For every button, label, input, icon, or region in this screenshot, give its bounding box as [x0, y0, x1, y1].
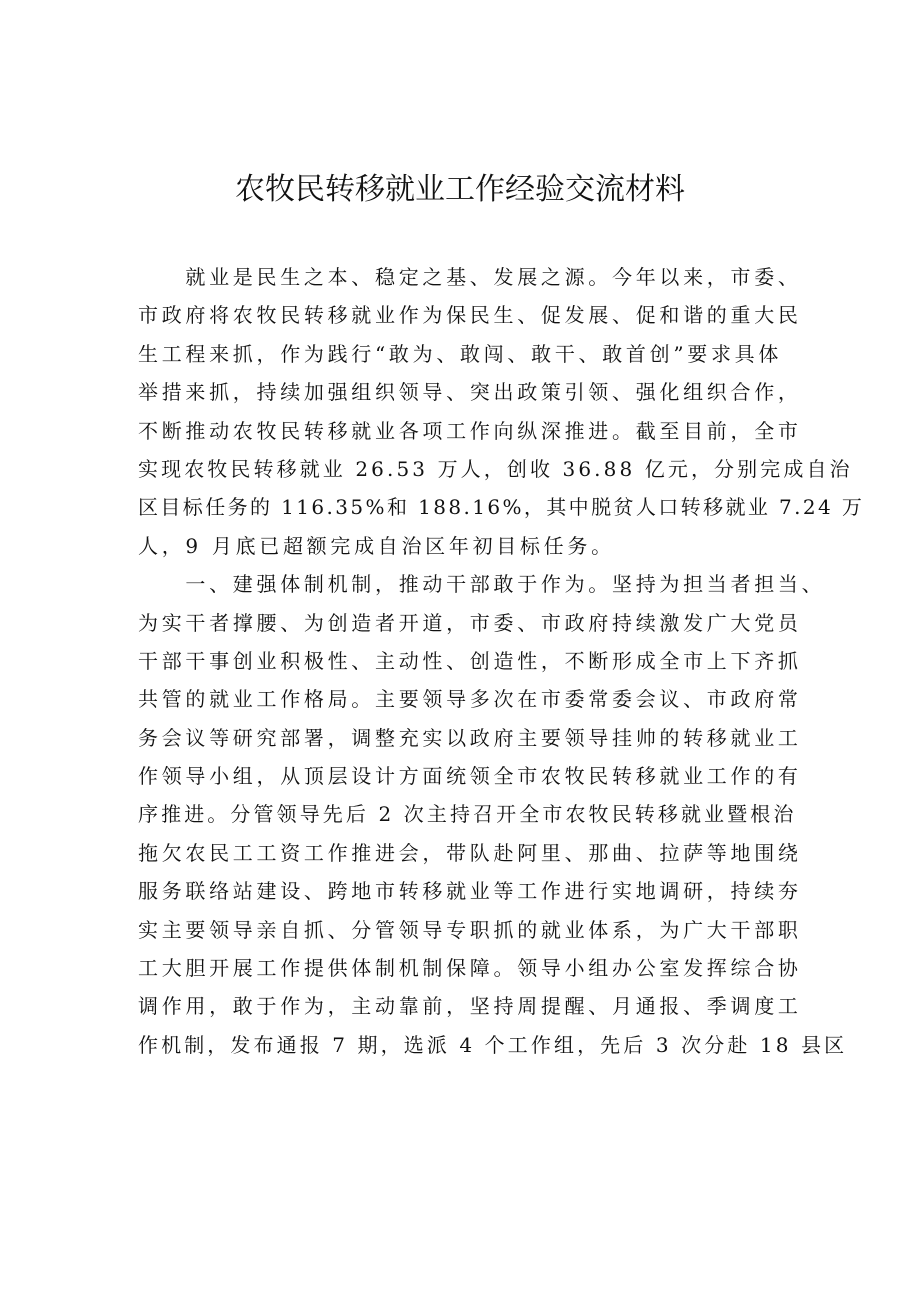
body-line: 市政府将农牧民转移就业作为保民生、促发展、促和谐的重大民	[138, 303, 802, 328]
body-line: 序推进。分管领导先后 2 次主持召开全市农牧民转移就业暨根治	[138, 802, 797, 827]
body-line: 拖欠农民工工资工作推进会，带队赴阿里、那曲、拉萨等地围绕	[138, 840, 802, 865]
document-body	[138, 258, 865, 1064]
body-line: 工大胆开展工作提供体制机制保障。领导小组办公室发挥综合协	[138, 956, 802, 981]
body-line: 区目标任务的 116.35%和 188.16%，其中脱贫人口转移就业 7.24 万	[138, 495, 865, 520]
body-line: 服务联络站建设、跨地市转移就业等工作进行实地调研，持续夯	[138, 879, 802, 904]
body-line: 生工程来抓，作为践行“敢为、敢闯、敢干、敢首创”要求具体	[138, 341, 783, 366]
body-line: 干部干事创业积极性、主动性、创造性，不断形成全市上下齐抓	[138, 648, 802, 673]
body-line: 为实干者撑腰、为创造者开道，市委、市政府持续激发广大党员	[138, 610, 802, 635]
body-line: 调作用，敢于作为，主动靠前，坚持周提醒、月通报、季调度工	[138, 994, 802, 1019]
body-line: 作机制，发布通报 7 期，选派 4 个工作组，先后 3 次分赴 18 县区	[138, 1032, 848, 1057]
body-line: 实现农牧民转移就业 26.53 万人，创收 36.88 亿元，分别完成自治	[138, 456, 853, 481]
body-line: 一、建强体制机制，推动干部敢于作为。坚持为担当者担当、	[138, 572, 826, 597]
body-line: 就业是民生之本、稳定之基、发展之源。今年以来，市委、	[138, 265, 802, 289]
body-line: 实主要领导亲自抓、分管领导专职抓的就业体系，为广大干部职	[138, 917, 802, 942]
body-line: 不断推动农牧民转移就业各项工作向纵深推进。截至目前，全市	[138, 418, 802, 443]
document-title: 农牧民转移就业工作经验交流材料	[235, 172, 685, 207]
body-line: 举措来抓，持续加强组织领导、突出政策引领、强化组织合作，	[138, 380, 802, 405]
body-line: 共管的就业工作格局。主要领导多次在市委常委会议、市政府常	[138, 687, 802, 712]
body-line: 务会议等研究部署，调整充实以政府主要领导挂帅的转移就业工	[138, 725, 802, 750]
body-line: 作领导小组，从顶层设计方面统领全市农牧民转移就业工作的有	[138, 764, 802, 789]
body-line: 人，9 月底已超额完成自治区年初目标任务。	[138, 533, 615, 558]
